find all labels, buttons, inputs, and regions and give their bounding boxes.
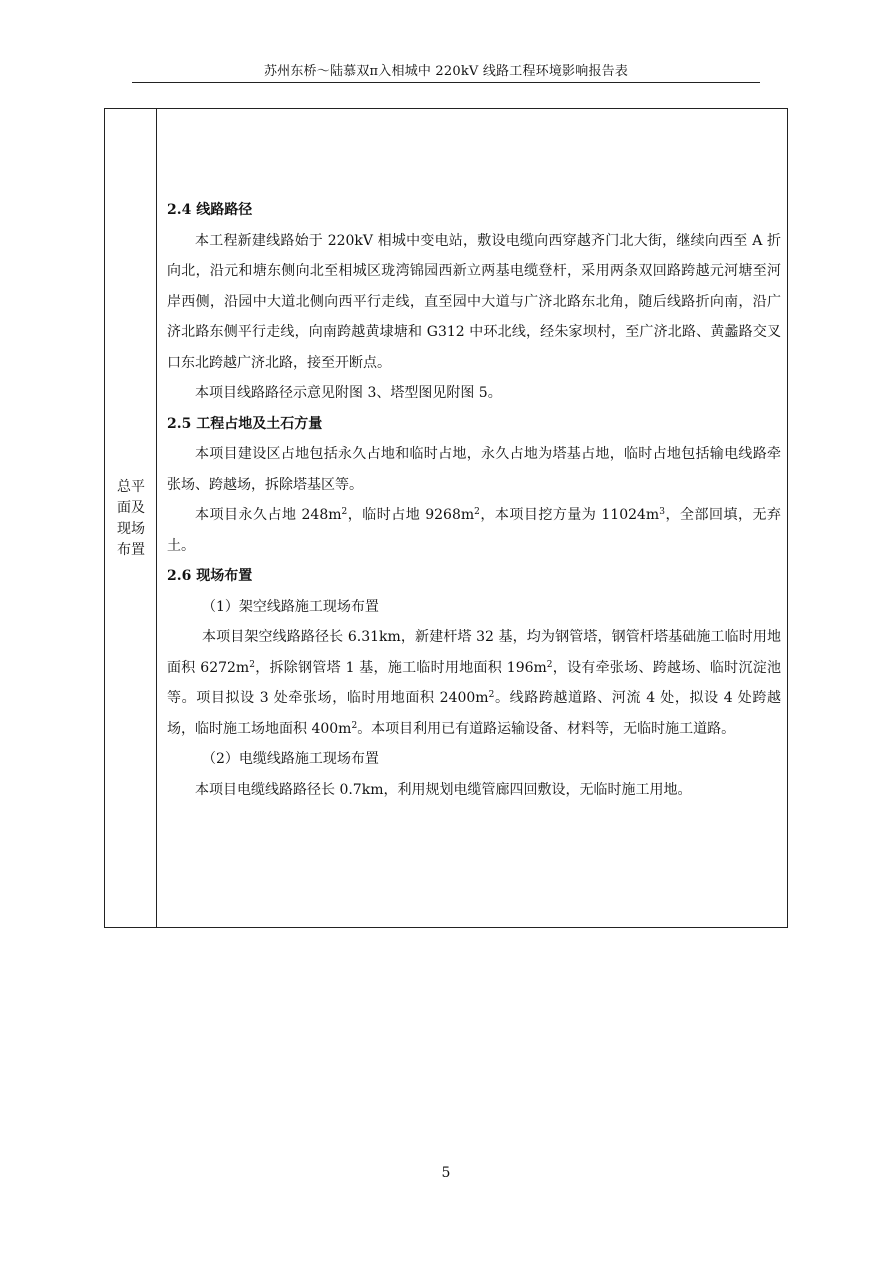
superscript: 2 (546, 659, 553, 670)
section-2-6-subheading-2: （2）电缆线路施工现场布置 (202, 751, 379, 767)
text-run: 。本项目利用已有道路运输设备、材料等，无临时施工道路。 (357, 720, 736, 737)
content-table (104, 108, 788, 928)
section-2-4-paragraph-2: 本项目线路路径示意见附图 3、塔型图见附图 5。 (195, 385, 502, 401)
section-2-6-paragraph-2: 本项目电缆线路路径长 0.7km，利用规划电缆管廊四回敷设，无临时施工用地。 (195, 781, 692, 798)
superscript: 2 (249, 659, 255, 670)
text-run: 。线路跨越道路、河流 4 处，拟设 4 处跨越场，临时施工场地面积 400m (167, 690, 781, 737)
section-2-5-paragraph-1: 本项目建设区占地包括永久占地和临时占地，永久占地为塔基占地，临时占地包括输电线路牵张场、跨越场，拆除塔基区等。 (167, 446, 781, 493)
section-2-6-subheading-1: （1）架空线路施工现场布置 (202, 598, 379, 615)
section-2-5-paragraph-2 (167, 500, 781, 561)
row-label: 总平面及现场布置 (117, 479, 145, 558)
superscript: 2 (351, 720, 358, 731)
content-cell (167, 195, 781, 805)
superscript: 2 (474, 507, 480, 517)
text-run: ，本项目挖方量为 11024m (479, 507, 660, 523)
header-rule (132, 82, 760, 83)
section-2-4-heading: 2.4 线路路径 (167, 202, 253, 218)
section-2-5-heading: 2.5 工程占地及土石方量 (167, 415, 323, 432)
superscript: 2 (488, 690, 495, 700)
text-run: 本项目架空线路路径长 6.31km，新建杆塔 32 基，均为钢管塔，钢管杆塔基础施工临时用地面积 6272m (167, 629, 781, 676)
text-run: ，临时占地 9268m (347, 507, 475, 523)
row-label-cell (105, 109, 157, 927)
text-run: ，设有牵张场、跨越场、临时沉淀池等。项目拟设 3 处牵张场，临时用地面积 2400m (167, 659, 782, 706)
section-2-6-heading: 2.6 现场布置 (167, 568, 253, 584)
superscript: 2 (341, 507, 348, 517)
section-2-4-paragraph-1: 本工程新建线路始于 220kV 相城中变电站，敷设电缆向西穿越齐门北大街，继续向西至 A 折向北，沿元和塘东侧向北至相城区珑湾锦园西新立两基电缆登杆，采用两条双回路跨越元河塘至河岸西侧，沿园中大道北侧向西平行走线，直至园中大道与广济北路东北角，随后线路折向南，沿广济北路东侧平行走线，向南跨越黄埭塘和 G312 中环北线，经朱家坝村，至广济北路、黄蠡路交叉口东北跨越广济北路，接至开断点。 (167, 232, 781, 371)
text-run: ，全部回填，无弃土。 (167, 507, 781, 554)
superscript: 3 (659, 507, 665, 517)
text-run: ，拆除钢管塔 1 基，施工临时用地面积 196m (254, 659, 547, 676)
text-run: 本项目永久占地 248m (195, 507, 342, 523)
page-number: 5 (441, 1165, 451, 1181)
page-header-title: 苏州东桥～陆慕双π入相城中 220kV 线路工程环境影响报告表 (263, 64, 629, 79)
section-2-6-paragraph-1 (167, 622, 781, 744)
